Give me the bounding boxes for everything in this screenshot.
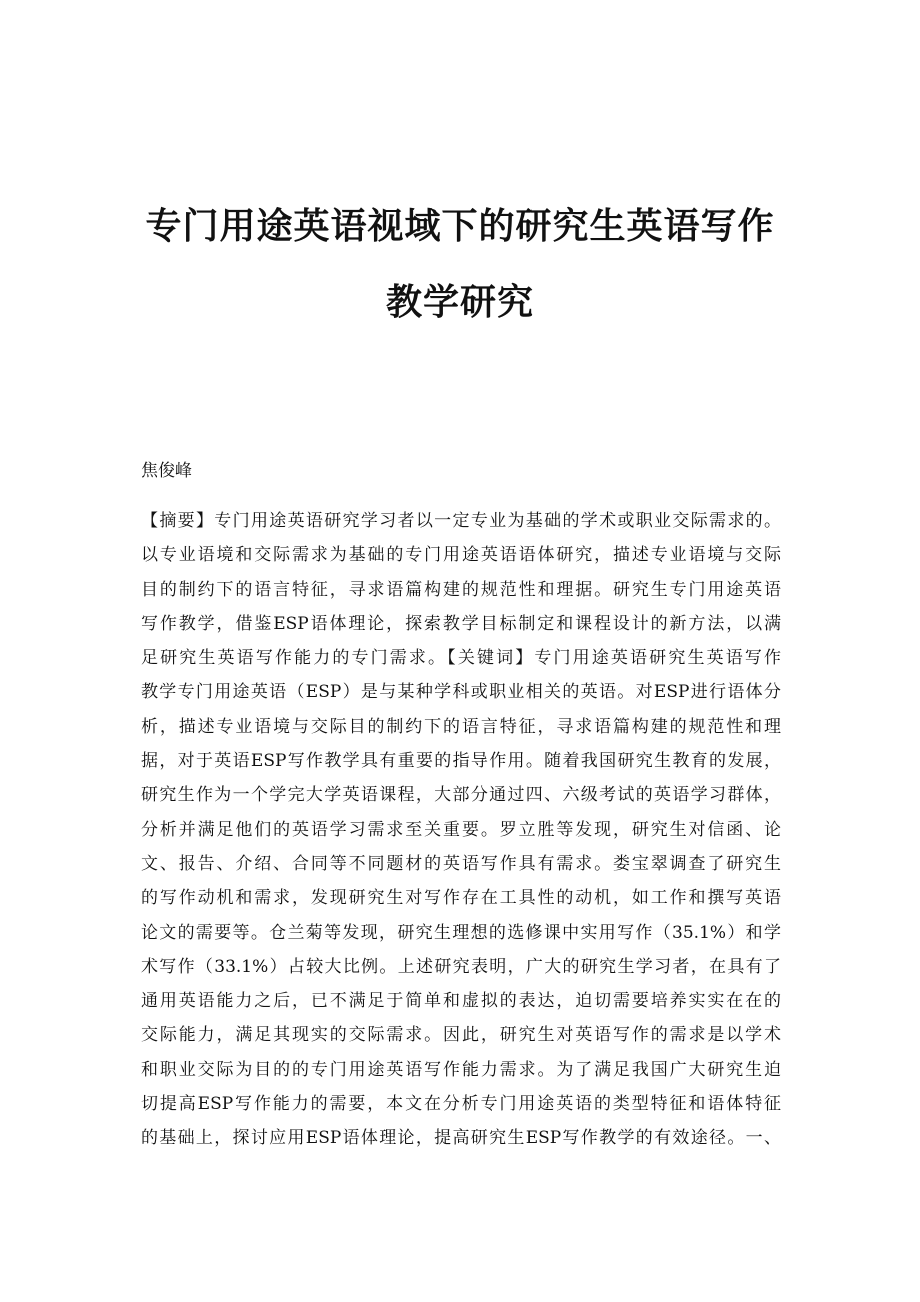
- body-line: 分析并满足他们的英语学习需求至关重要。罗立胜等发现，研究生对信函、论: [141, 819, 781, 840]
- body-line: 教学专门用途英语（ESP）是与某种学科或职业相关的英语。对ESP进行语体分: [141, 682, 781, 703]
- body-line: 研究生作为一个学完大学英语课程，大部分通过四、六级考试的英语学习群体，: [141, 785, 781, 806]
- body-line: 足研究生英语写作能力的专门需求。【关键词】专门用途英语研究生英语写作: [141, 648, 781, 669]
- abstract-body: [141, 504, 781, 1156]
- body-line: 切提高ESP写作能力的需要，本文在分析专门用途英语的类型特征和语体特征: [141, 1094, 781, 1115]
- body-line: 目的制约下的语言特征，寻求语篇构建的规范性和理据。研究生专门用途英语: [141, 579, 781, 600]
- body-line: 以专业语境和交际需求为基础的专门用途英语语体研究，描述专业语境与交际: [141, 545, 781, 566]
- body-line: 文、报告、介绍、合同等不同题材的英语写作具有需求。娄宝翠调查了研究生: [141, 853, 781, 874]
- body-line: 通用英语能力之后，已不满足于简单和虚拟的表达，迫切需要培养实实在在的: [141, 991, 781, 1012]
- body-line: 论文的需要等。仓兰菊等发现，研究生理想的选修课中实用写作（35.1%）和学: [141, 922, 781, 943]
- body-line: 【摘要】专门用途英语研究学习者以一定专业为基础的学术或职业交际需求的。: [141, 511, 781, 531]
- title-line-2: 教学研究: [385, 281, 534, 323]
- body-line: 据，对于英语ESP写作教学具有重要的指导作用。随着我国研究生教育的发展，: [141, 751, 781, 772]
- document-title: [120, 188, 800, 340]
- title-line-1: 专门用途英语视域下的研究生英语写作: [145, 205, 775, 247]
- body-line: 析，描述专业语境与交际目的制约下的语言特征，寻求语篇构建的规范性和理: [141, 716, 781, 737]
- body-line: 写作教学，借鉴ESP语体理论，探索教学目标制定和课程设计的新方法，以满: [141, 613, 781, 634]
- body-line: 术写作（33.1%）占较大比例。上述研究表明，广大的研究生学习者，在具有了: [141, 956, 781, 977]
- author-name: 焦俊峰: [141, 461, 192, 481]
- body-line: 和职业交际为目的的专门用途英语写作能力需求。为了满足我国广大研究生迫: [141, 1059, 781, 1080]
- body-line: 的写作动机和需求，发现研究生对写作存在工具性的动机，如工作和撰写英语: [141, 888, 781, 909]
- body-line: 交际能力，满足其现实的交际需求。因此，研究生对英语写作的需求是以学术: [141, 1025, 781, 1046]
- body-line: 的基础上，探讨应用ESP语体理论，提高研究生ESP写作教学的有效途径。一、: [141, 1128, 781, 1149]
